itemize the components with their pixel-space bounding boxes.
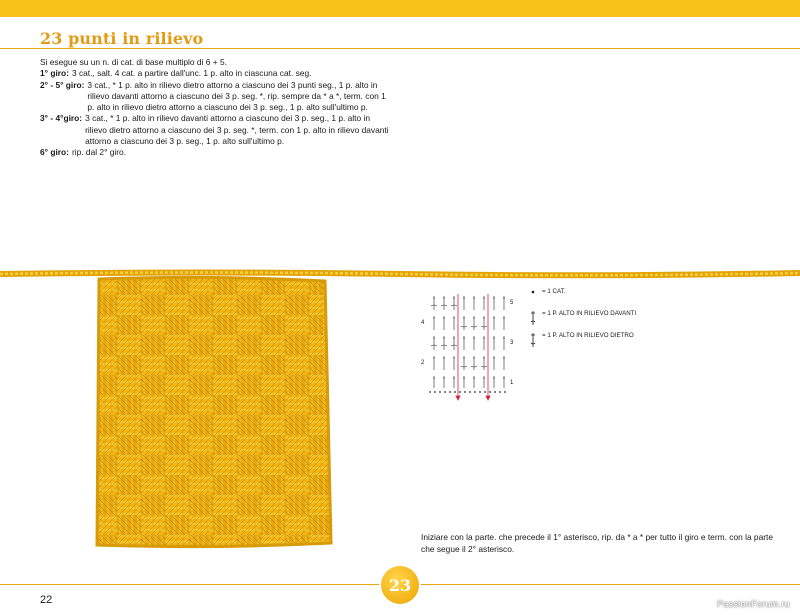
row-label-right-1: 1 [510, 380, 514, 386]
row-label-right-3: 3 [510, 340, 514, 346]
step-label: 1° giro: [40, 68, 69, 79]
page-number: 22 [40, 594, 53, 606]
crochet-swatch-photo [93, 275, 333, 550]
row-label-left-4: 4 [421, 320, 425, 326]
chart-row-5 [433, 296, 505, 310]
row-label-right-5: 5 [510, 300, 514, 306]
instructions [40, 57, 390, 159]
step-row [40, 68, 390, 79]
step-text: rip. dal 2° giro. [71, 147, 127, 158]
step-text: 3 cat., salt. 4 cat. a partire dall'unc. 1 p. alto in ciascuna cat. seg. [71, 68, 312, 79]
pattern-number-badge [381, 566, 419, 604]
step-label: 3° - 4°giro: [40, 113, 83, 124]
step-row [40, 147, 390, 158]
intro-text: Si esegue su un n. di cat. di base multiplo di 6 + 5. [40, 57, 227, 67]
title-divider [0, 48, 800, 49]
chain-dot-icon [528, 288, 542, 304]
legend-text: = 1 P. ALTO IN RILIEVO DIETRO [542, 332, 634, 339]
page-title: 23 punti in rilievo [40, 29, 204, 48]
step-row [40, 80, 390, 114]
step-text: 3 cat., * 1 p. alto in rilievo dietro attorno a ciascuno dei 3 punti seg., 1 p. alto in rilievo davanti attorno a ciascuno dei 3 p. seg. *, rip. sempre da * a *, term. con 1 p. alto in rilievo dietro attorno a ciascuno dei 3 p. seg., 1 p. alto sull'ultimo p. [87, 79, 386, 113]
chart-row-4 [433, 316, 505, 330]
chart-legend [528, 288, 658, 354]
back-post-dc-icon [528, 332, 542, 348]
chart-note: Iniziare con la parte. che precede il 1° asterisco, rip. da * a * per tutto il giro e term. con la parte che segue il 2° asterisco. [421, 532, 774, 554]
chart-row-3 [433, 336, 505, 350]
step-text: 3 cat., * 1 p. alto in rilievo davanti attorno a ciascuno dei 3 p. seg., 1 p. alto in rilievo dietro attorno a ciascuno dei 3 p. seg. *, term. con 1 p. alto in rilievo davanti attorno a ciascuno dei 3 p. seg., 1 p. alto sull'ultimo p. [85, 113, 389, 147]
step-row [40, 113, 390, 147]
legend-item [528, 288, 658, 304]
legend-text: = 1 CAT. [542, 288, 566, 295]
watermark: PassionForum.ru [716, 599, 790, 609]
chart-row-2 [433, 356, 505, 370]
repeat-markers [456, 294, 490, 400]
legend-item [528, 310, 658, 326]
legend-item [528, 332, 658, 348]
front-post-dc-icon [528, 310, 542, 326]
row-label-left-2: 2 [421, 360, 425, 366]
step-label: 6° giro: [40, 147, 69, 158]
chart-row-1 [433, 376, 505, 388]
stitch-chart [420, 288, 520, 408]
legend-text: = 1 P. ALTO IN RILIEVO DAVANTI [542, 310, 637, 317]
badge-number: 23 [388, 575, 412, 595]
step-label: 2° - 5° giro: [40, 79, 85, 90]
top-color-band [0, 0, 800, 17]
